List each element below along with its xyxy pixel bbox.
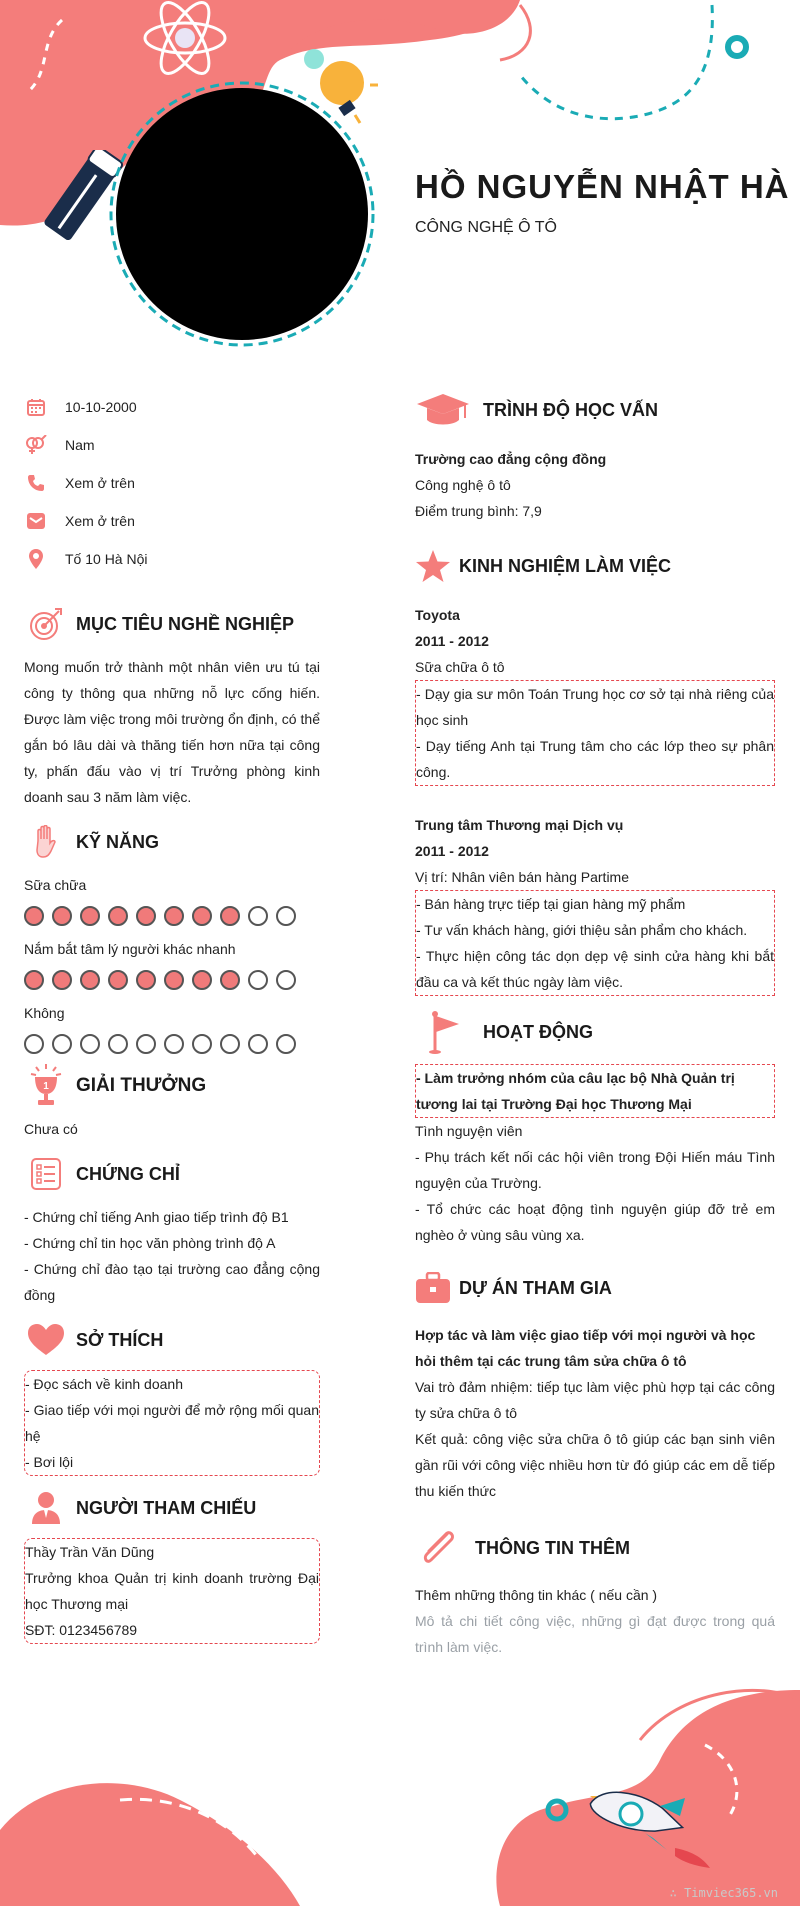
experience-title: KINH NGHIỆM LÀM VIỆC (459, 556, 672, 576)
education-body (415, 446, 775, 524)
job-detail: - Dạy tiếng Anh tại Trung tâm cho các lớp theo sự phân công. (416, 738, 774, 780)
awards-header (24, 1064, 320, 1108)
rating-dot-empty (248, 970, 268, 990)
experience-header (415, 544, 775, 588)
rating-dot-empty (220, 1034, 240, 1054)
projects-body (415, 1322, 775, 1504)
address-value: Tố 10 Hà Nội (65, 551, 148, 567)
activities-title: HOẠT ĐỘNG (483, 1022, 593, 1042)
education-school: Trường cao đẳng cộng đồng (415, 451, 607, 467)
rating-dot-filled (220, 906, 240, 926)
hobbies-title: SỞ THÍCH (76, 1330, 164, 1350)
rating-dot-empty (192, 1034, 212, 1054)
activities-header (415, 1010, 775, 1054)
rating-dot-filled (52, 906, 72, 926)
education-title: TRÌNH ĐỘ HỌC VẤN (483, 400, 658, 420)
birthday-value: 10-10-2000 (65, 399, 137, 415)
education-gpa: Điểm trung bình: 7,9 (415, 503, 542, 519)
objective-text: Mong muốn trở thành một nhân viên ưu tú tại công ty thông qua những nỗ lực cống hiến. Được làm việc trong môi trường ổn định, có thể gắn bó lâu dài và thăng tiến hơn nữa tại công ty, phấn đấu vào vị trí Trưởng phòng kinh doanh sau 3 năm làm việc. (24, 659, 320, 805)
job-period: 2011 - 2012 (415, 843, 489, 859)
activity-item: - Phụ trách kết nối các hội viên trong Đội Hiến máu Tình nguyện của Trường. (415, 1149, 775, 1191)
activity-headline: - Làm trưởng nhóm của câu lạc bộ Nhà Quản trị tương lai tại Trường Đại học Thương Mại (416, 1070, 735, 1112)
awards-title: GIẢI THƯỞNG (76, 1075, 207, 1096)
education-header (415, 388, 775, 432)
job-position: Sữa chữa ô tô (415, 659, 505, 675)
info-gender (24, 426, 320, 464)
skill-rating (24, 1034, 320, 1054)
extra-body (415, 1582, 775, 1660)
hobby-item: - Giao tiếp với mọi người để mở rộng mối quan hệ (25, 1402, 319, 1444)
extra-title: THÔNG TIN THÊM (475, 1538, 630, 1558)
rating-dot-empty (276, 906, 296, 926)
skill-name: Nắm bắt tâm lý người khác nhanh (24, 941, 236, 957)
email-value: Xem ở trên (65, 513, 135, 529)
activity-item: - Tổ chức các hoạt động tình nguyện giúp đỡ trẻ em nghèo ở vùng sâu vùng xa. (415, 1201, 775, 1243)
hand-icon (24, 820, 68, 864)
gender-value: Nam (65, 437, 95, 453)
project-result: Kết quả: công việc sửa chữa ô tô giúp các bạn sinh viên gần rũi với công việc nhiều hơn từ đó giúp các em dễ tiếp thu kiến thức (415, 1431, 775, 1499)
rating-dot-empty (80, 1034, 100, 1054)
reference-header (24, 1486, 320, 1530)
certificates-title: CHỨNG CHỈ (76, 1164, 180, 1184)
job-period: 2011 - 2012 (415, 633, 489, 649)
job-position: Vị trí: Nhân viên bán hàng Partime (415, 869, 630, 885)
info-phone (24, 464, 320, 502)
rating-dot-empty (164, 1034, 184, 1054)
rating-dot-filled (24, 970, 44, 990)
certificate-item: - Chứng chỉ tin học văn phòng trình độ A (24, 1235, 276, 1251)
hobby-item: - Đọc sách về kinh doanh (25, 1376, 183, 1392)
activity-group: Tình nguyện viên (415, 1123, 523, 1139)
rating-dot-filled (52, 970, 72, 990)
job-company: Trung tâm Thương mại Dịch vụ (415, 817, 624, 833)
atom-icon (140, 0, 230, 80)
rating-dot-filled (80, 970, 100, 990)
reference-title: NGƯỜI THAM CHIẾU (76, 1498, 257, 1518)
objective-header (24, 602, 320, 646)
rating-dot-filled (220, 970, 240, 990)
calendar-icon (24, 395, 48, 419)
flag-icon (415, 1010, 471, 1054)
rating-dot-empty (276, 1034, 296, 1054)
rating-dot-filled (24, 906, 44, 926)
hobbies-header (24, 1318, 320, 1362)
avatar[interactable] (116, 88, 368, 340)
graduation-cap-icon (415, 388, 471, 432)
extra-header (415, 1526, 775, 1570)
info-birthday (24, 388, 320, 426)
skill-rating (24, 906, 320, 926)
location-icon (24, 547, 48, 571)
info-address (24, 540, 320, 578)
rating-dot-filled (192, 906, 212, 926)
rating-dot-filled (192, 970, 212, 990)
certificates-header (24, 1152, 320, 1196)
certificate-icon (24, 1152, 68, 1196)
job-entry (415, 602, 775, 786)
left-column (24, 388, 320, 1644)
rocket-icon (535, 1778, 715, 1878)
rating-dot-filled (80, 906, 100, 926)
extra-description: Mô tả chi tiết công việc, những gì đạt được trong quá trình làm việc. (415, 1613, 775, 1655)
target-icon (24, 602, 68, 646)
rating-dot-empty (248, 906, 268, 926)
skill-name: Không (24, 1005, 65, 1021)
skills-title: KỸ NĂNG (76, 832, 160, 852)
activities-body (415, 1064, 775, 1248)
education-major: Công nghệ ô tô (415, 477, 511, 493)
certificates-list (24, 1204, 320, 1308)
job-company: Toyota (415, 607, 460, 623)
email-icon (24, 509, 48, 533)
certificate-item: - Chứng chỉ tiếng Anh giao tiếp trình độ B1 (24, 1209, 289, 1225)
rating-dot-filled (108, 906, 128, 926)
right-column (415, 388, 775, 1660)
projects-title: DỰ ÁN THAM GIA (459, 1278, 612, 1298)
certificate-item: - Chứng chỉ đào tạo tại trường cao đẳng cộng đồng (24, 1261, 320, 1303)
skill-name: Sữa chữa (24, 877, 87, 893)
project-role: Vai trò đảm nhiệm: tiếp tục làm việc phù hợp tại các công ty sửa chữa ô tô (415, 1379, 775, 1421)
paperclip-icon (415, 1526, 463, 1570)
phone-icon (24, 471, 48, 495)
reference-role: Trưởng khoa Quản trị kinh doanh trường Đại học Thương mại (25, 1570, 319, 1612)
gender-icon (24, 433, 48, 457)
rating-dot-filled (136, 906, 156, 926)
awards-text: Chưa có (24, 1121, 78, 1137)
objective-title: MỤC TIÊU NGHỀ NGHIỆP (76, 614, 295, 634)
trophy-icon (24, 1064, 68, 1108)
briefcase-icon (415, 1266, 451, 1310)
job-entry (415, 812, 775, 996)
phone-value: Xem ở trên (65, 475, 135, 491)
hobbies-box (24, 1370, 320, 1476)
info-email (24, 502, 320, 540)
job-detail: - Bán hàng trực tiếp tại gian hàng mỹ phẩm (416, 896, 686, 912)
candidate-position: CÔNG NGHỆ Ô TÔ (415, 219, 557, 236)
watermark: ∴ Timviec365.vn (669, 1886, 778, 1900)
job-details (415, 680, 775, 786)
rating-dot-filled (108, 970, 128, 990)
reference-name: Thầy Trần Văn Dũng (25, 1544, 155, 1560)
reference-box (24, 1538, 320, 1644)
rating-dot-empty (248, 1034, 268, 1054)
hobby-item: - Bơi lội (25, 1454, 74, 1470)
candidate-name: HỒ NGUYỄN NHẬT HÀ (415, 168, 790, 205)
rating-dot-empty (276, 970, 296, 990)
skill-rating (24, 970, 320, 990)
extra-line: Thêm những thông tin khác ( nếu cần ) (415, 1587, 658, 1603)
star-icon (415, 544, 451, 588)
person-icon (24, 1486, 68, 1530)
project-name: Hợp tác và làm việc giao tiếp với mọi người và học hỏi thêm tại các trung tâm sửa chữa ô tô (415, 1327, 756, 1369)
heart-icon (24, 1318, 68, 1362)
activity-highlight (415, 1064, 775, 1118)
skills-header (24, 820, 320, 864)
job-detail: - Dạy gia sư môn Toán Trung học cơ sở tại nhà riêng của học sinh (416, 686, 774, 728)
rating-dot-filled (136, 970, 156, 990)
rating-dot-filled (164, 970, 184, 990)
projects-header (415, 1266, 775, 1310)
job-details (415, 890, 775, 996)
job-detail: - Tư vấn khách hàng, giới thiệu sản phẩm cho khách. (416, 922, 748, 938)
svg-text:1: 1 (43, 1081, 49, 1092)
rating-dot-empty (24, 1034, 44, 1054)
job-detail: - Thực hiện công tác dọn dẹp vệ sinh cửa hàng khi bắt đầu ca và kết thúc ngày làm việc. (416, 948, 774, 990)
skills-list (24, 872, 320, 1054)
rating-dot-empty (52, 1034, 72, 1054)
rating-dot-filled (164, 906, 184, 926)
rating-dot-empty (108, 1034, 128, 1054)
reference-phone: SĐT: 0123456789 (25, 1622, 138, 1638)
rating-dot-empty (136, 1034, 156, 1054)
